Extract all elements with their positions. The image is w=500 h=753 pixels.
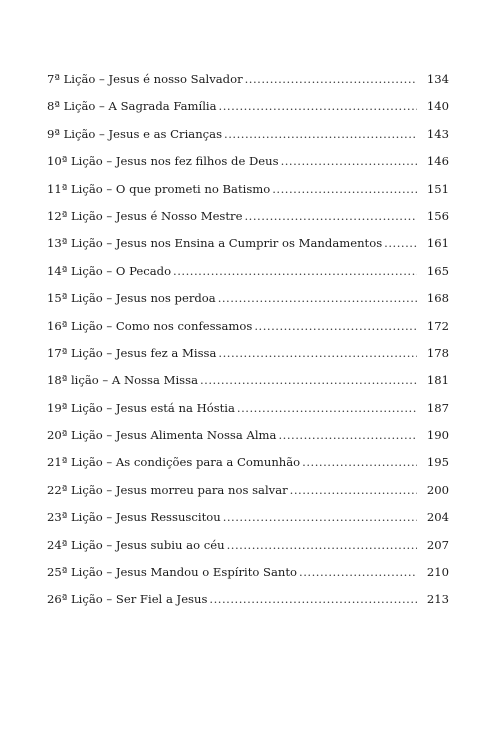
toc-dot-leader [223, 504, 417, 531]
toc-entry-title: 23ª Lição – Jesus Ressuscitou [47, 510, 221, 525]
toc-entry-title: 9ª Lição – Jesus e as Crianças [47, 126, 223, 141]
toc-entry-title: 22ª Lição – Jesus morreu para nos salvar [47, 482, 288, 497]
toc-entry [47, 504, 449, 531]
toc-entry [47, 313, 449, 340]
toc-entry-title: 12ª Lição – Jesus é Nosso Mestre [47, 208, 243, 223]
toc-entry [47, 93, 449, 120]
toc-entry-page: 151 [426, 181, 449, 196]
toc-entry-title: 17ª Lição – Jesus fez a Missa [47, 345, 217, 360]
toc-entry [47, 285, 449, 312]
toc-entry [47, 422, 449, 449]
toc-entry-page: 200 [426, 482, 449, 497]
toc-dot-leader [209, 586, 417, 613]
toc-entry-page: 181 [426, 373, 449, 388]
toc-entry-title: 13ª Lição – Jesus nos Ensina a Cumprir os Mandamentos [47, 236, 383, 251]
toc-entry-title: 15ª Lição – Jesus nos perdoa [47, 291, 216, 306]
toc-dot-leader [245, 66, 417, 93]
toc-entry [47, 340, 449, 367]
toc-entry [47, 258, 449, 285]
toc-entry [47, 532, 449, 559]
toc-entry-title: 24ª Lição – Jesus subiu ao céu [47, 537, 225, 552]
toc-entry-title: 8ª Lição – A Sagrada Família [47, 99, 217, 114]
toc-dot-leader [299, 559, 417, 586]
toc-dot-leader [219, 93, 417, 120]
toc-entry [47, 148, 449, 175]
toc-entry-page: 195 [426, 455, 449, 470]
toc-entry-title: 14ª Lição – O Pecado [47, 263, 172, 278]
toc-entry-title: 7ª Lição – Jesus é nosso Salvador [47, 72, 243, 86]
toc-dot-leader [254, 313, 417, 340]
toc-entry-title: 20ª Lição – Jesus Alimenta Nossa Alma [47, 428, 277, 443]
toc-entry [47, 176, 449, 203]
toc-dot-leader [278, 422, 417, 449]
toc-entry-title: 26ª Lição – Ser Fiel a Jesus [47, 592, 208, 607]
toc-dot-leader [218, 340, 417, 367]
toc-entry-title: 16ª Lição – Como nos confessamos [47, 318, 253, 333]
toc-dot-leader [227, 532, 417, 559]
table-of-contents [47, 66, 449, 614]
toc-entry-page: 178 [426, 345, 449, 360]
toc-entry [47, 367, 449, 394]
toc-dot-leader [173, 258, 417, 285]
toc-dot-leader [218, 285, 417, 312]
toc-entry-title: 10ª Lição – Jesus nos fez filhos de Deus [47, 154, 279, 169]
toc-dot-leader [244, 203, 417, 230]
toc-dot-leader [384, 230, 417, 257]
toc-entry-page: 187 [426, 400, 449, 415]
toc-entry-title: 25ª Lição – Jesus Mandou o Espírito Santo [47, 565, 298, 580]
toc-entry [47, 230, 449, 257]
toc-entry-title: 19ª Lição – Jesus está na Hóstia [47, 400, 235, 415]
toc-entry [47, 559, 449, 586]
toc-dot-leader [237, 395, 417, 422]
toc-entry-page: 204 [426, 510, 449, 525]
toc-entry [47, 586, 449, 613]
toc-entry-page: 213 [426, 592, 449, 607]
toc-entry-page: 140 [426, 99, 449, 114]
toc-dot-leader [281, 148, 417, 175]
toc-entry [47, 395, 449, 422]
toc-entry-page: 161 [426, 236, 449, 251]
toc-entry-page: 165 [426, 263, 449, 278]
toc-entry-page: 210 [426, 565, 449, 580]
toc-entry-title: 21ª Lição – As condições para a Comunhão [47, 455, 301, 470]
toc-dot-leader [200, 367, 417, 394]
toc-entry [47, 203, 449, 230]
toc-entry-page: 156 [426, 208, 449, 223]
toc-entry [47, 449, 449, 476]
toc-entry-page: 146 [426, 154, 449, 169]
toc-dot-leader [302, 449, 417, 476]
toc-dot-leader [272, 176, 417, 203]
toc-entry [47, 66, 449, 93]
toc-entry-page: 168 [426, 291, 449, 306]
toc-entry-title: 11ª Lição – O que prometi no Batismo [47, 181, 271, 196]
toc-entry-title: 18ª lição – A Nossa Missa [47, 373, 198, 388]
toc-entry-page: 143 [426, 126, 449, 141]
toc-entry-page: 207 [426, 537, 449, 552]
toc-dot-leader [290, 477, 417, 504]
toc-entry [47, 477, 449, 504]
toc-dot-leader [224, 121, 417, 148]
toc-entry-page: 134 [426, 72, 449, 86]
toc-entry-page: 172 [426, 318, 449, 333]
toc-entry-page: 190 [426, 428, 449, 443]
toc-entry [47, 121, 449, 148]
